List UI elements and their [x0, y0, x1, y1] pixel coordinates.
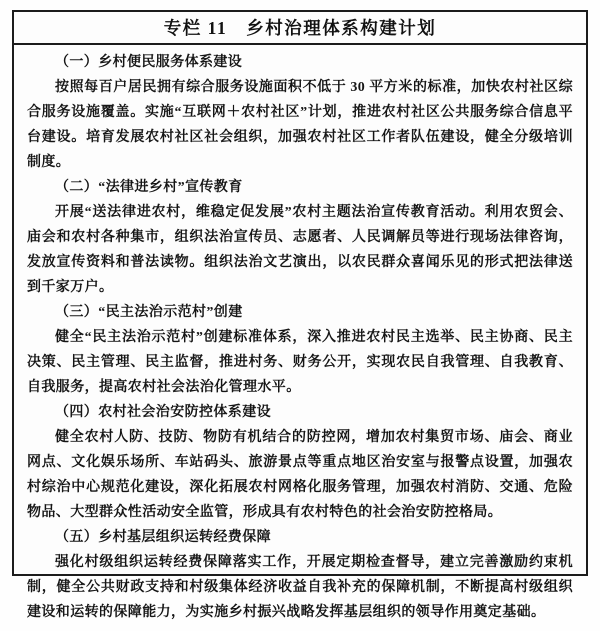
section-3-paragraph: 健全“民主法治示范村”创建标准体系，深入推进农村民主选举、民主协商、民主决策、民主管理、民主监督，推进村务、财务公开，实现农民自我管理、自我教育、自我服务，提高农村社会法治化管理水平。: [27, 330, 573, 395]
section-5: [27, 525, 573, 625]
panel-body: [14, 45, 586, 631]
section-5-heading: （五）乡村基层组织运转经费保障: [55, 530, 271, 545]
section-1-heading: （一）乡村便民服务体系建设: [55, 55, 243, 70]
column-panel: [12, 10, 588, 620]
section-5-paragraph: 强化村级组织运转经费保障落实工作，开展定期检查督导，建立完善激励约束机制，健全公共财政支持和村级集体经济收益自我补充的保障机制，不断提高村级组织建设和运转的保障能力，为实施乡村振兴战略发挥基层组织的领导作用奠定基础。: [27, 555, 573, 620]
section-4: [27, 400, 573, 525]
section-4-paragraph: 健全农村人防、技防、物防有机结合的防控网，增加农村集贸市场、庙会、商业网点、文化娱乐场所、车站码头、旅游景点等重点地区治安室与报警点设置，加强农村综治中心规范化建设，深化拓展农村网格化服务管理，加强农村消防、交通、危险物品、大型群众性活动安全监管，形成具有农村特色的社会治安防控格局。: [27, 430, 573, 520]
section-2-paragraph: 开展“送法律进农村，维稳定促发展”农村主题法治宣传教育活动。利用农贸会、庙会和农村各种集市，组织法治宣传员、志愿者、人民调解员等进行现场法律咨询，发放宣传资料和普法读物。组织法治文艺演出，以农民群众喜闻乐见的形式把法律送到千家万户。: [27, 205, 573, 295]
panel-title: 专栏 11 乡村治理体系构建计划: [14, 12, 586, 45]
section-3-heading: （三）“民主法治示范村”创建: [55, 305, 243, 320]
section-2-heading: （二）“法律进乡村”宣传教育: [55, 180, 243, 195]
section-1-paragraph: 按照每百户居民拥有综合服务设施面积不低于 30 平方米的标准，加快农村社区综合服务设施覆盖。实施“互联网＋农村社区”计划，推进农村社区公共服务综合信息平台建设。培育发展农村社区社会组织，加强农村社区工作者队伍建设，健全分级培训制度。: [27, 80, 573, 170]
section-1: [27, 50, 573, 175]
section-4-heading: （四）农村社会治安防控体系建设: [55, 405, 271, 420]
section-3: [27, 300, 573, 400]
section-2: [27, 175, 573, 300]
